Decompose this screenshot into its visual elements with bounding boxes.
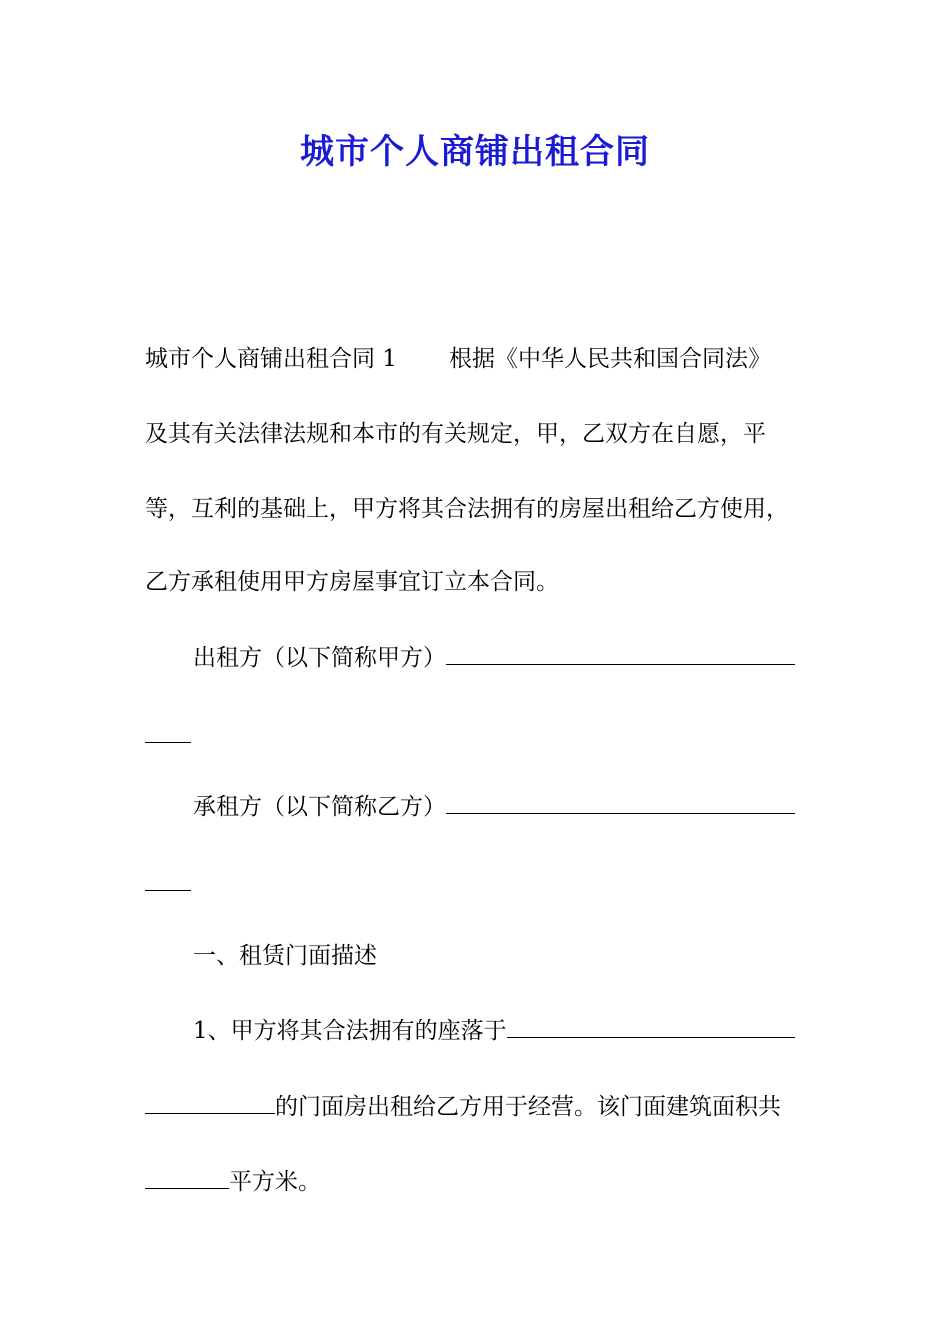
lessee-blank xyxy=(446,791,795,814)
intro-line-1-text: 根据《中华人民共和国合同法》 xyxy=(448,346,771,372)
section-1-heading: 一、租赁门面描述 xyxy=(193,943,377,969)
lessor-blank xyxy=(446,642,795,665)
area-blank xyxy=(145,1166,229,1189)
intro-line-4: 乙方承租使用甲方房屋事宜订立本合同。 xyxy=(145,569,559,595)
lessor-label: 出租方（以下简称甲方） xyxy=(193,645,446,671)
intro-line-1-heading: 城市个人商铺出租合同 1 xyxy=(145,346,397,372)
intro-line-2: 及其有关法律法规和本市的有关规定，甲，乙双方在自愿，平 xyxy=(145,421,766,447)
intro-line-1 xyxy=(145,343,771,375)
lessor-blank-continuation xyxy=(145,742,191,743)
clause-1-line-2 xyxy=(145,1091,781,1123)
lessee-row xyxy=(193,791,795,823)
intro-line-3: 等，互利的基础上，甲方将其合法拥有的房屋出租给乙方使用， xyxy=(145,496,789,522)
clause-1-line-1 xyxy=(193,1015,795,1047)
page-title: 城市个人商铺出租合同 xyxy=(300,132,650,172)
clause-1-text-3: 平方米。 xyxy=(229,1169,321,1195)
location-blank xyxy=(507,1015,795,1038)
lessee-label: 承租方（以下简称乙方） xyxy=(193,794,446,820)
clause-1-line-3 xyxy=(145,1166,321,1198)
location-blank-continuation xyxy=(145,1091,275,1114)
clause-1-text-2: 的门面房出租给乙方用于经营。该门面建筑面积共 xyxy=(275,1094,781,1120)
lessee-blank-continuation xyxy=(145,890,191,891)
lessor-row xyxy=(193,642,795,674)
clause-1-text-1: 1、甲方将其合法拥有的座落于 xyxy=(193,1018,507,1044)
